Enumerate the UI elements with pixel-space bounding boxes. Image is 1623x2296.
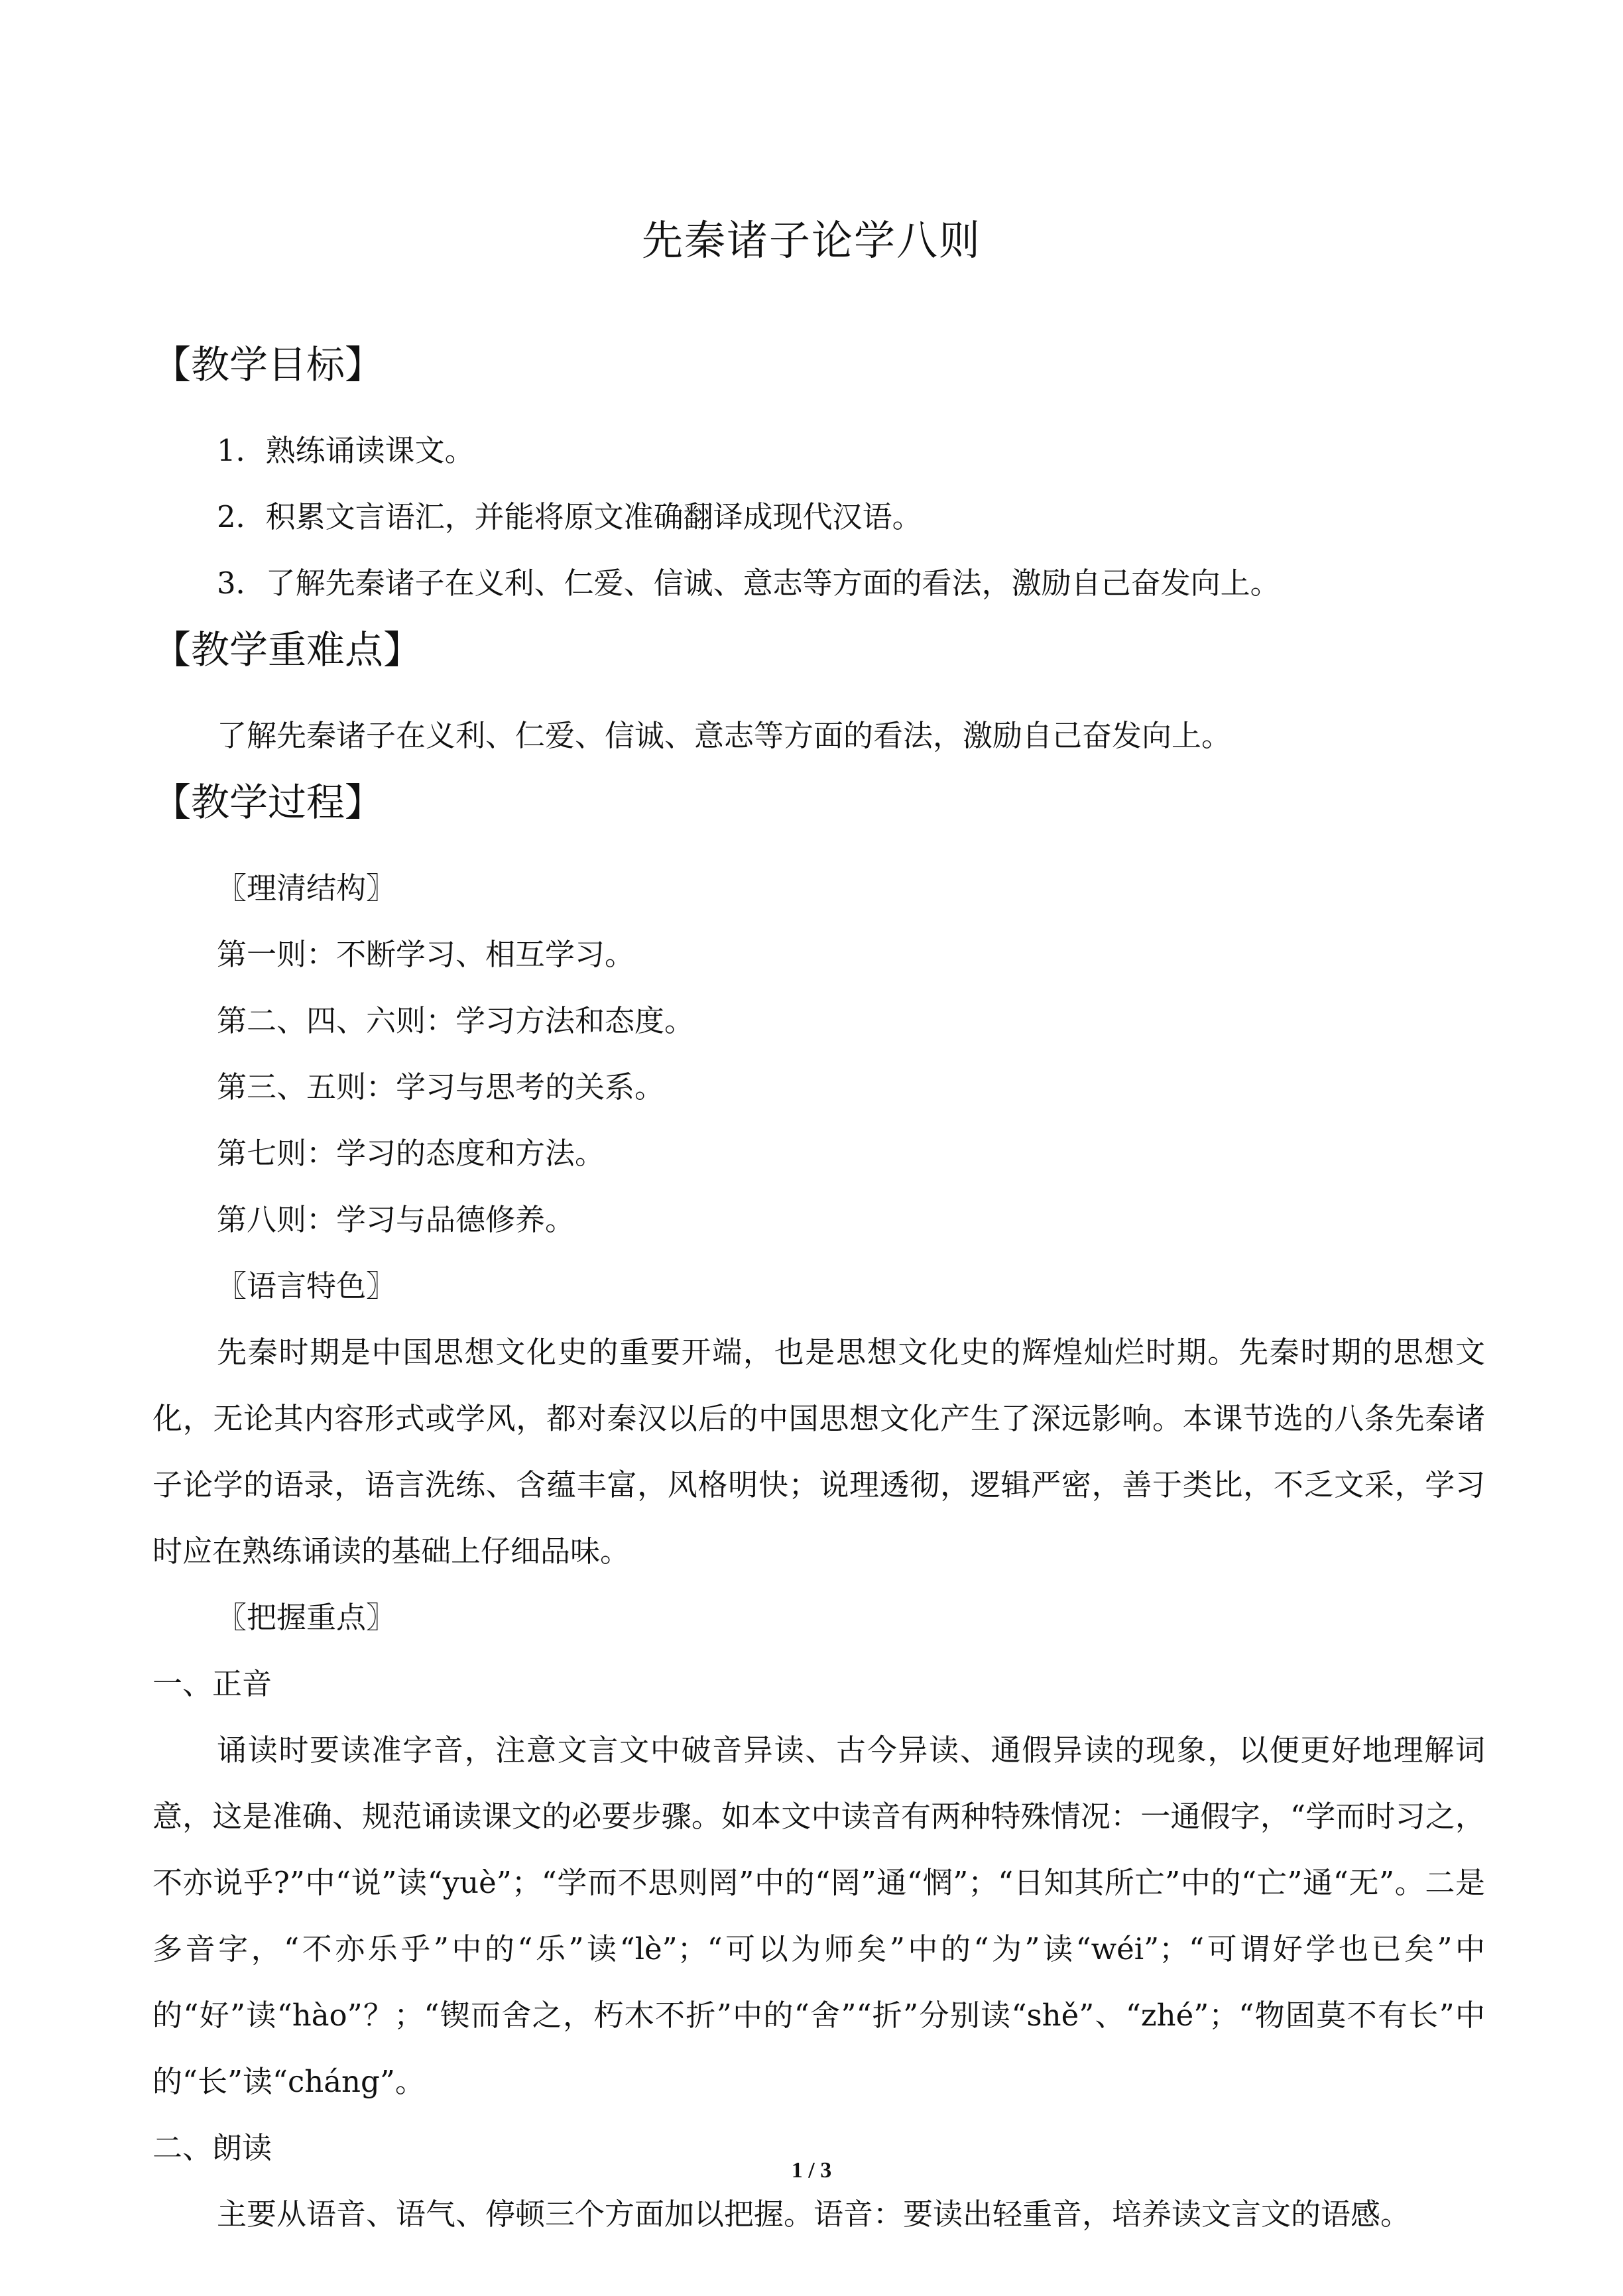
language-label: 〖语言特色〗: [217, 1268, 396, 1303]
pronunciation-text: 诵读时要读准字音，注意文言文中破音异读、古今异读、通假异读的现象，以便更好地理解词意，这是准确、规范诵读课文的必要步骤。如本文中读音有两种特殊情况：一通假字，“学而时习之，不亦说乎?”中“说”读“yuè”；“学而不思则罔”中的“罔”通“惘”；“日知其所亡”中的“亡”通“无”。二是多音字，“不亦乐乎”中的“乐”读“lè”；“可以为师矣”中的“为”读“wéi”；“可谓好学也已矣”中的“好”读“hào”？；“锲而舍之，朽木不折”中的“舍”“折”分别读“shě”、“zhé”；“物固莫不有长”中的“长”读“cháng”。: [152, 1732, 1485, 2099]
document-title: 先秦诸子论学八则: [641, 216, 981, 265]
document-body: [152, 332, 1485, 2248]
structure-item-4: 第七则：学习的态度和方法。: [217, 1136, 605, 1171]
page-number: 1 / 3: [791, 2158, 832, 2183]
section-heading-process: 【教学过程】: [152, 780, 384, 825]
structure-item-1: 第一则：不断学习、相互学习。: [217, 937, 635, 972]
goal-item-3: 3．了解先秦诸子在义利、仁爱、信诚、意志等方面的看法，激励自己奋发向上。: [217, 566, 1280, 601]
keypoints-text: 了解先秦诸子在义利、仁爱、信诚、意志等方面的看法，激励自己奋发向上。: [217, 718, 1232, 753]
structure-item-3: 第三、五则：学习与思考的关系。: [217, 1069, 665, 1105]
goal-item-2: 2．积累文言语汇，并能将原文准确翻译成现代汉语。: [217, 499, 922, 534]
reading-text: 主要从语音、语气、停顿三个方面加以把握。语音：要读出轻重音，培养读文言文的语感。: [217, 2197, 1411, 2232]
focus-label: 〖把握重点〗: [217, 1600, 396, 1635]
pronunciation-heading: 一、正音: [152, 1666, 272, 1701]
structure-item-2: 第二、四、六则：学习方法和态度。: [217, 1003, 695, 1038]
language-text: 先秦时期是中国思想文化史的重要开端，也是思想文化史的辉煌灿烂时期。先秦时期的思想文化，无论其内容形式或学风，都对秦汉以后的中国思想文化产生了深远影响。本课节选的八条先秦诸子论学的语录，语言洗练、含蕴丰富，风格明快；说理透彻，逻辑严密，善于类比，不乏文采，学习时应在熟练诵读的基础上仔细品味。: [152, 1335, 1485, 1569]
structure-item-5: 第八则：学习与品德修养。: [217, 1202, 575, 1237]
reading-heading: 二、朗读: [152, 2130, 272, 2165]
goal-item-1: 1．熟练诵读课文。: [217, 433, 475, 468]
section-heading-goals: 【教学目标】: [152, 342, 384, 387]
structure-label: 〖理清结构〗: [217, 871, 396, 906]
section-heading-keypoints: 【教学重难点】: [152, 627, 422, 672]
